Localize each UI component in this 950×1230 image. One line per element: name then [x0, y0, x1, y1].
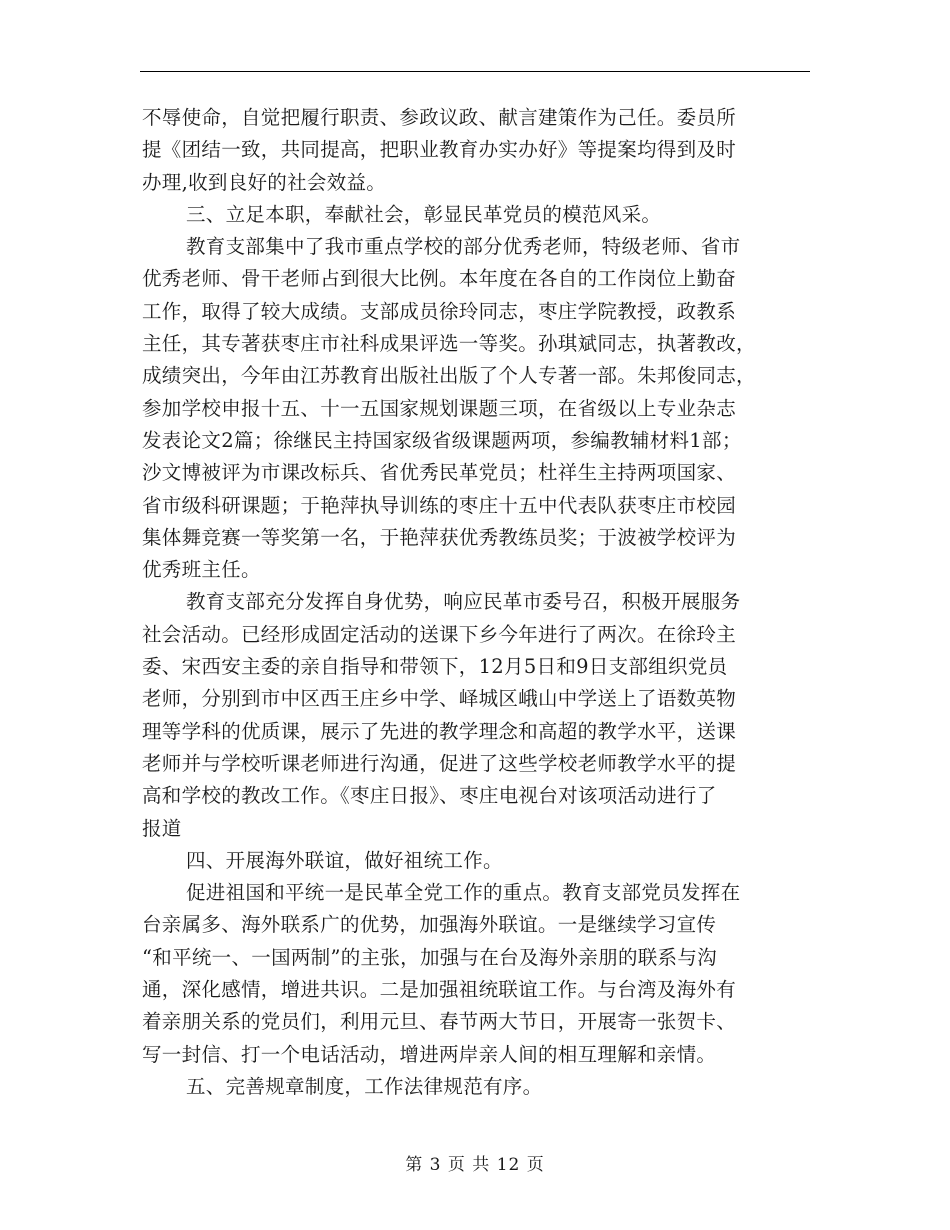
- text-line: 优秀班主任。: [142, 558, 261, 582]
- text-line: 工作，取得了较大成绩。支部成员徐玲同志，枣庄学院教授，政教系: [142, 299, 737, 323]
- text-line: 着亲朋关系的党员们，利用元旦、春节两大节日，开展寄一张贺卡、: [142, 1010, 737, 1034]
- text-line: 四、开展海外联谊，做好祖统工作。: [186, 848, 503, 872]
- text-line: 参加学校申报十五、十一五国家规划课题三项，在省级以上专业杂志: [142, 396, 737, 420]
- page-footer: 第 3 页 共 12 页: [405, 1155, 545, 1175]
- text-line: 沙文博被评为市课改标兵、省优秀民革党员；杜祥生主持两项国家、: [142, 461, 737, 485]
- text-line: “和平统一、一国两制”的主张，加强与在台及海外亲朋的联系与沟: [142, 945, 717, 969]
- text-line: 不辱使命，自觉把履行职责、参政议政、献言建策作为己任。委员所: [142, 106, 737, 129]
- text-line: 主任，其专著获枣庄市社科成果评选一等奖。孙琪斌同志，执著教改，: [142, 332, 756, 356]
- text-line: 委、宋西安主委的亲自指导和带领下，12月5日和9日支部组织党员: [142, 655, 728, 679]
- text-line: 教育支部集中了我市重点学校的部分优秀老师，特级老师、省市: [186, 235, 741, 259]
- text-line: 老师并与学校听课老师进行沟通，促进了这些学校老师教学水平的提: [142, 751, 737, 775]
- text-line: 老师，分别到市中区西王庄乡中学、峄城区峨山中学送上了语数英物: [142, 687, 737, 711]
- text-line: 发表论文2篇；徐继民主持国家级省级课题两项，参编教辅材料1部；: [142, 428, 742, 452]
- document-body: [142, 102, 800, 1103]
- text-line: 优秀老师、骨干老师占到很大比例。本年度在各自的工作岗位上勤奋: [142, 267, 737, 291]
- header-rule: [140, 71, 810, 72]
- text-line: 报道: [142, 816, 182, 840]
- text-line: 促进祖国和平统一是民革全党工作的重点。教育支部党员发挥在: [186, 881, 741, 905]
- text-line: 台亲属多、海外联系广的优势，加强海外联谊。一是继续学习宣传: [142, 913, 717, 937]
- text-line: 高和学校的教改工作。《枣庄日报》、枣庄电视台对该项活动进行了: [142, 784, 717, 808]
- text-line: 办理,收到良好的社会效益。: [142, 170, 387, 194]
- text-line: 五、完善规章制度，工作法律规范有序。: [186, 1074, 543, 1098]
- text-line: 教育支部充分发挥自身优势，响应民革市委号召，积极开展服务: [186, 590, 741, 614]
- text-line: 通，深化感情，增进共识。二是加强祖统联谊工作。与台湾及海外有: [142, 978, 737, 1002]
- text-line: 三、立足本职，奉献社会，彰显民革党员的模范风采。: [186, 202, 662, 226]
- text-line: 写一封信、打一个电话活动，增进两岸亲人间的相互理解和亲情。: [142, 1042, 717, 1066]
- text-line: 集体舞竞赛一等奖第一名，于艳萍获优秀教练员奖；于波被学校评为: [142, 525, 737, 549]
- text-line: 成绩突出，今年由江苏教育出版社出版了个人专著一部。朱邦俊同志，: [142, 364, 756, 388]
- text-line: 社会活动。已经形成固定活动的送课下乡今年进行了两次。在徐玲主: [142, 622, 737, 646]
- text-line: 省市级科研课题；于艳萍执导训练的枣庄十五中代表队获枣庄市校园: [142, 493, 737, 517]
- text-line: 提《团结一致，共同提高，把职业教育办实办好》等提案均得到及时: [142, 138, 737, 162]
- text-line: 理等学科的优质课，展示了先进的教学理念和高超的教学水平，送课: [142, 719, 737, 743]
